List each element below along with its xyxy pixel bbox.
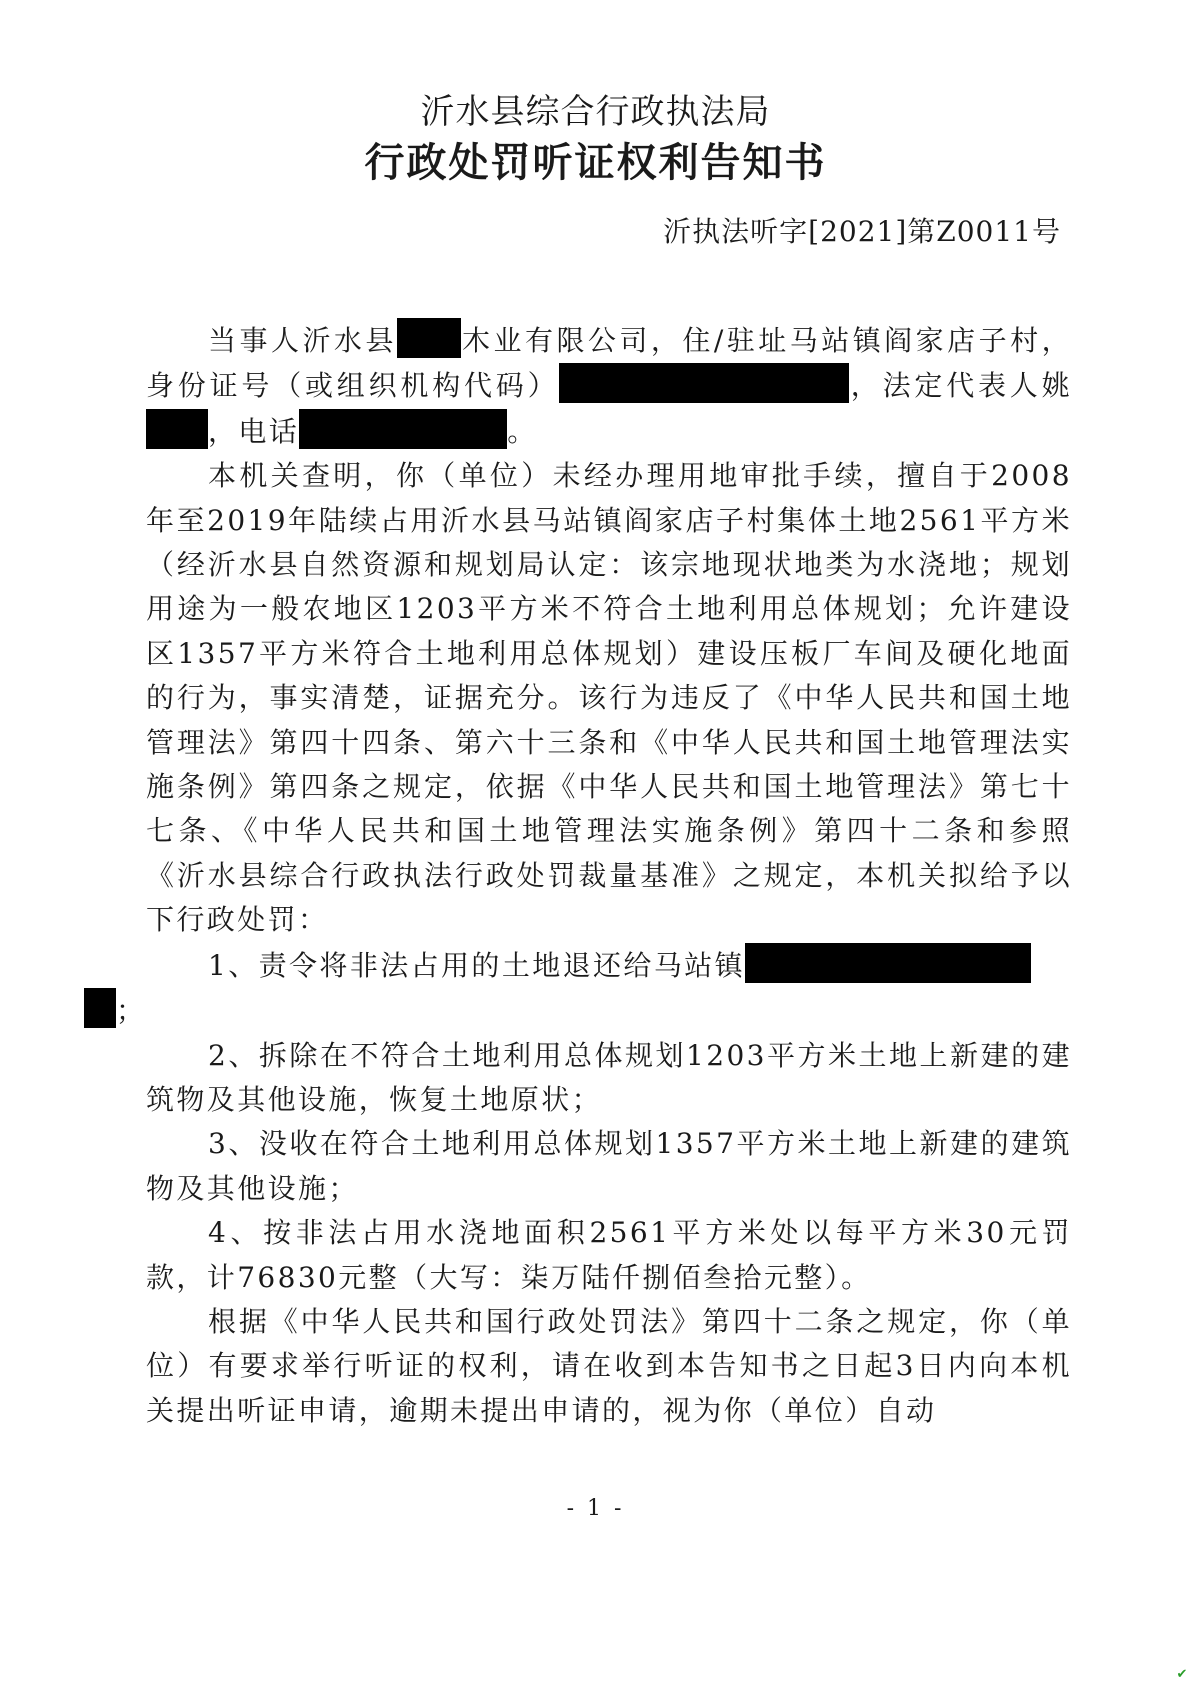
penalty-item-3: 3、没收在符合土地利用总体规划1357平方米土地上新建的建筑物及其他设施； — [146, 1127, 1072, 1205]
party-paragraph — [146, 318, 1072, 454]
redaction-block — [559, 363, 849, 403]
penalty-item-2: 2、拆除在不符合土地利用总体规划1203平方米土地上新建的建筑物及其他设施，恢复土地原状； — [146, 1038, 1072, 1116]
redaction-block — [397, 318, 461, 358]
page-number: - 1 - — [566, 1496, 625, 1521]
agency-name: 沂水县综合行政执法局 — [420, 92, 771, 132]
party-text-1: 当事人沂水县 — [208, 324, 397, 357]
document-title: 行政处罚听证权利告知书 — [364, 139, 827, 186]
redaction-block — [299, 409, 507, 449]
redaction-block — [146, 409, 208, 449]
document-body — [116, 318, 1073, 1433]
penalty-item-4: 4、按非法占用水浇地面积2561平方米处以每平方米30元罚款，计76830元整（大写：柒万陆仟捌佰叁拾元整）。 — [146, 1216, 1072, 1294]
findings-paragraph: 本机关查明，你（单位）未经办理用地审批手续，擅自于2008年至2019年陆续占用沂水县马站镇阎家店子村集体土地2561平方米（经沂水县自然资源和规划局认定：该宗地现状地类为水浇地；规划用途为一般农地区1203平方米不符合土地利用总体规划；允许建设区1357平方米符合土地利用总体规划）建设压板厂车间及硬化地面的行为，事实清楚，证据充分。该行为违反了《中华人民共和国土地管理法》第四十四条、第六十三条和《中华人民共和国土地管理法实施条例》第四条之规定，依据《中华人民共和国土地管理法》第七十七条、《中华人民共和国土地管理法实施条例》第四十二条和参照《沂水县综合行政执法行政处罚裁量基准》之规定，本机关拟给予以下行政处罚： — [146, 459, 1072, 937]
penalty-item-1 — [116, 943, 1072, 1034]
redaction-block — [745, 943, 1031, 983]
document-number: 沂执法听字[2021]第Z0011号 — [663, 215, 1061, 248]
redaction-block — [84, 988, 116, 1028]
penalty-item-1-text: 1、责令将非法占用的土地退还给马站镇 — [208, 948, 746, 982]
party-text-3: ，法定代表人姚 — [849, 369, 1073, 403]
party-text-2: 木业有限公司，住/驻址马站镇阎家店子村，身份证号（或组织机构代码） — [146, 324, 1073, 403]
party-text-4: ，电话 — [208, 414, 300, 448]
penalty-item-1-end: ； — [116, 994, 147, 1028]
party-text-5: 。 — [507, 414, 538, 448]
check-mark-icon: ✔ — [1176, 1667, 1188, 1682]
hearing-rights-paragraph: 根据《中华人民共和国行政处罚法》第四十二条之规定，你（单位）有要求举行听证的权利，请在收到本告知书之日起3日内向本机关提出听证申请，逾期未提出申请的，视为你（单位）自动 — [146, 1304, 1072, 1427]
